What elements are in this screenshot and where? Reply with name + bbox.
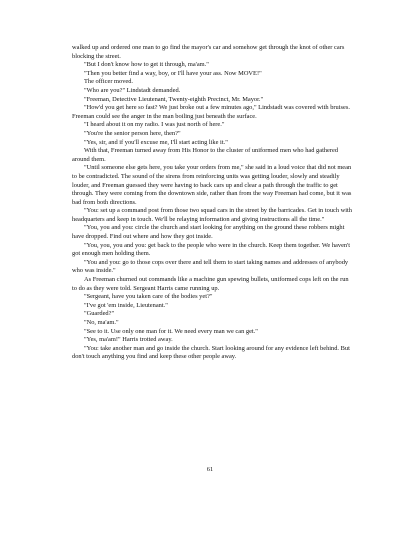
paragraph: "Then you better find a way, boy, or I'll have your ass. Now MOVE!" <box>84 69 262 77</box>
paragraph: The officer moved. <box>84 78 134 86</box>
paragraph: "No, ma'am." <box>84 319 119 326</box>
page-number: 61 <box>206 466 214 473</box>
paragraph: walked up and ordered one man to go find the mayor's car and somehow get through the knot of other cars blocking the street. <box>72 44 345 60</box>
paragraph: "Yes, sir, and if you'll excuse me, I'll start acting like it." <box>84 138 228 146</box>
paragraph: "See to it. Use only one man for it. We need every man we can get." <box>84 327 258 335</box>
paragraph: "Freeman, Detective Lieutenant, Twenty-eighth Precinct, Mr. Mayor." <box>84 95 264 103</box>
paragraph: "Guarded?" <box>84 310 115 318</box>
paragraph: "You and you: go to those cops over there and tell them to start taking names and addresses of anybody who was inside." <box>72 258 349 275</box>
paragraph: "I heard about it on my radio. I was just north of here." <box>84 121 225 129</box>
paragraph: "Sergeant, have you taken care of the bodies yet?" <box>84 293 213 301</box>
paragraph: "Yes, ma'am!" Harris trotted away. <box>84 336 173 344</box>
paragraph: "You, you and you: circle the church and start looking for anything on the ground these robbers might have dropped. Find out where and how they got inside. <box>72 224 345 241</box>
paragraph: "But I don't know how to get it through, ma'am." <box>84 61 209 69</box>
paragraph: "Who are you?" Lindstadt demanded. <box>84 86 181 94</box>
page-body <box>72 44 354 362</box>
paragraph: As Freeman churned out commands like a machine gun spewing bullets, uniformed cops left on the run to do as they were told. Sergeant Harris came running up. <box>72 276 349 292</box>
paragraph: "Until someone else gets here, you take your orders from me," she said in a loud voice that did not mean to be contradicted. The sound of the sirens from reinforcing units was getting louder, slowly and steadily louder, and Freeman guessed they were having to back cars up and clear a path through the traffic to get through. They were coming from the downtown side, rather than from the way Freeman had come, but it was bad from both directions. <box>72 164 352 206</box>
paragraph: With that, Freeman turned away from His Honor to the cluster of uniformed men who had gathered around them. <box>72 147 339 163</box>
paragraph: "I've got 'em inside, Lieutenant." <box>84 301 168 309</box>
paragraph: "You: set up a command post from those two squad cars in the street by the barricades. Get in touch with headquarters and keep in touch. We'll be relaying information and giving instructions all the time." <box>72 207 353 223</box>
paragraph: "You're the senior person here, then?" <box>84 129 181 137</box>
paragraph: "How'd you get here so fast? We just broke out a few minutes ago," Lindstadt was covered with bruises. Freeman could see the anger in the man boiling just beneath the surface. <box>72 104 350 120</box>
paragraph: "You: take another man and go inside the church. Start looking around for any evidence left behind. But don't touch anything you find and keep these other people away. <box>72 344 350 361</box>
paragraph: "You, you, you and you: get back to the people who were in the church. Keep them together. We haven't got enough men holding them. <box>72 241 351 258</box>
